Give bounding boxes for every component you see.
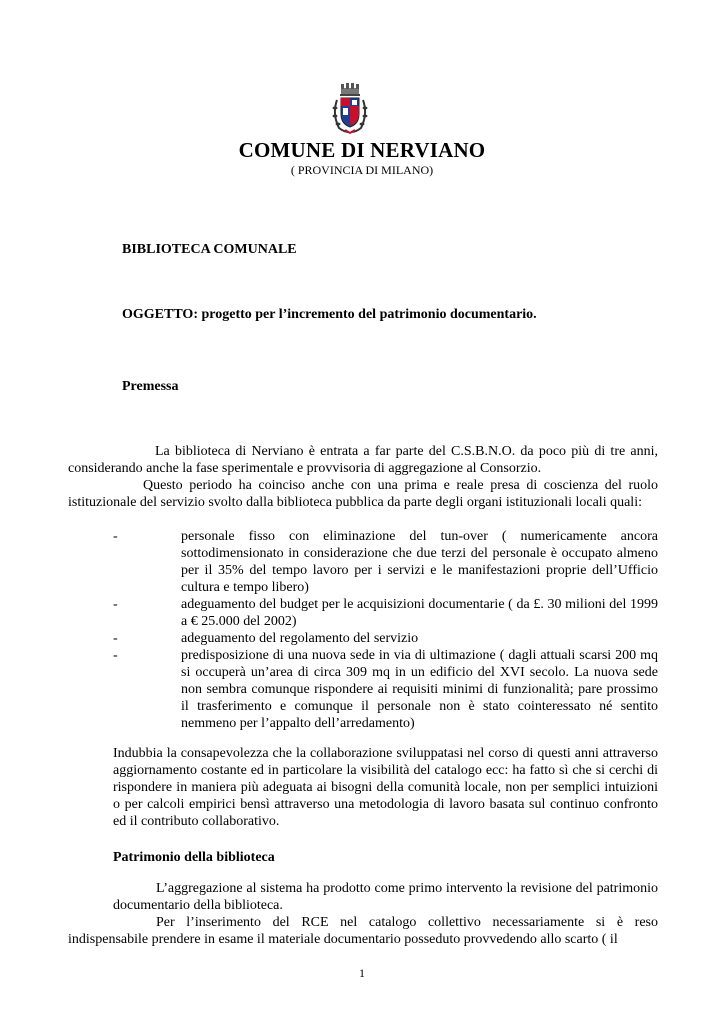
bullet-text: personale fisso con eliminazione del tun-over ( numericamente ancora sottodimensionato in considerazione che due terzi del personale è occupato almeno per il 35% del tempo lavoro per i servizi e le manifestazioni proprie dell’Ufficio cultura e tempo libero)	[181, 529, 658, 595]
bullet-text: adeguamento del budget per le acquisizioni documentarie ( da £. 30 milioni del 1999 a € 25.000 del 2002)	[181, 597, 658, 629]
premessa-paragraph-2	[68, 477, 658, 511]
coat-of-arms-icon	[330, 80, 370, 136]
premessa-paragraph-1	[68, 443, 658, 477]
paragraph-text: Questo periodo ha coinciso anche con una prima e reale presa di coscienza del ruolo istituzionale del servizio svolto dalla biblioteca pubblica da parte degli organi istituzionali locali quali:	[68, 478, 658, 510]
page-subtitle: ( PROVINCIA DI MILANO)	[290, 163, 434, 177]
premessa-paragraph-3	[113, 745, 658, 830]
bullet-dash: -	[113, 597, 118, 612]
list-item	[113, 630, 658, 647]
patrimonio-paragraph-2	[68, 914, 658, 948]
paragraph-text: Per l’inserimento del RCE nel catalogo collettivo necessariamente si è reso indispensabile prendere in esame il materiale documentario posseduto provvedendo allo scarto ( il	[68, 915, 658, 947]
patrimonio-paragraph-1	[113, 880, 658, 914]
paragraph-text: La biblioteca di Nerviano è entrata a far parte del C.S.B.N.O. da poco più di tre anni, considerando anche la fase sperimentale e provvisoria di aggregazione al Consorzio.	[68, 444, 658, 476]
bullet-dash: -	[113, 631, 118, 646]
bullet-dash: -	[113, 529, 118, 544]
list-item	[113, 647, 658, 732]
paragraph-text: Indubbia la consapevolezza che la collaborazione sviluppatasi nel corso di questi anni attraverso aggiornamento costante ed in particolare la visibilità del catalogo ecc: ha fatto sì che si cerchi di rispondere in maniera più adeguata ai bisogni della comunità locale, non per semplici intuizioni o per calcoli empirici bensì attraverso una metodologia di lavoro basata sul continuo confronto ed il contributo collaborativo.	[113, 746, 658, 829]
page-title: COMUNE DI NERVIANO	[238, 138, 486, 162]
bullet-text: predisposizione di una nuova sede in via di ultimazione ( dagli attuali scarsi 200 mq si occuperà un’area di circa 309 mq in un edificio del XVI secolo. La nuova sede non sembra comunque rispondere ai requisiti minimi di funzionalità; pare prossimo il trasferimento e comunque il personale non è stato cointeressato né sentito nemmeno per l’appalto dell’arredamento)	[181, 648, 658, 731]
premessa-heading: Premessa	[122, 379, 179, 394]
patrimonio-heading: Patrimonio della biblioteca	[113, 850, 275, 865]
section-label: BIBLIOTECA COMUNALE	[122, 242, 297, 257]
page-number: 1	[359, 966, 365, 980]
bullet-text: adeguamento del regolamento del servizio	[181, 631, 419, 646]
paragraph-text: L’aggregazione al sistema ha prodotto come primo intervento la revisione del patrimonio documentario della biblioteca.	[113, 881, 658, 913]
subject-label: OGGETTO	[122, 307, 194, 322]
subject-text: : progetto per l’incremento del patrimonio documentario.	[193, 307, 537, 322]
bullet-dash: -	[113, 648, 118, 663]
bullet-list	[113, 528, 658, 732]
list-item	[113, 528, 658, 596]
subject-line	[122, 306, 537, 324]
list-item	[113, 596, 658, 630]
